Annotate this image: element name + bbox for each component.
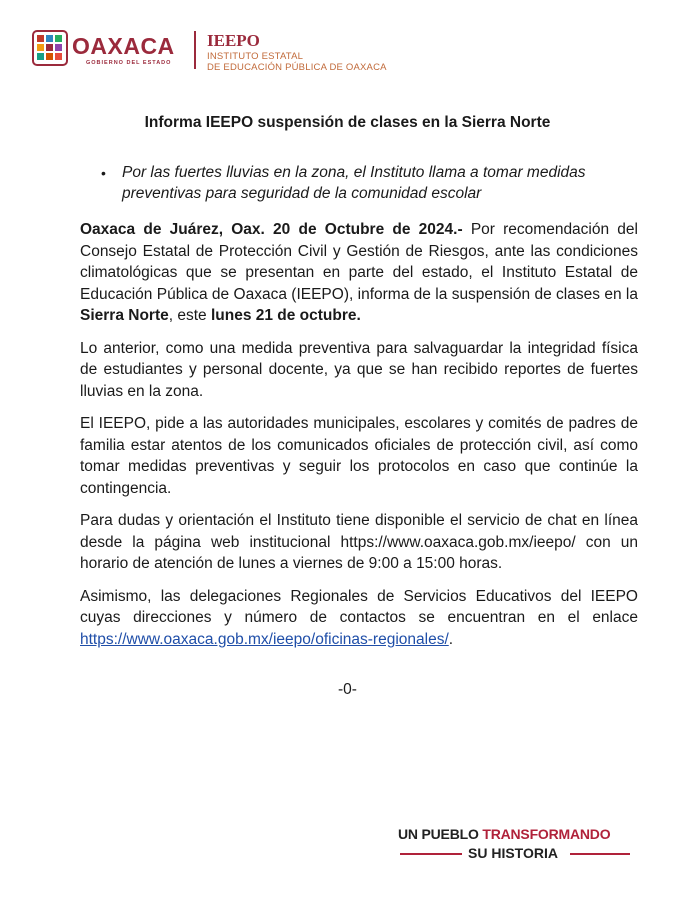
oaxaca-logo-word: OAXACA [72,33,175,59]
document-title: Informa IEEPO suspensión de clases en la Sierra Norte [144,114,551,131]
end-separator: -0- [338,681,357,698]
paragraph-2: Lo anterior, como una medida preventiva para salvaguardar la integridad física de estudiantes y personal docente, ya que se han recibido reportes de fuertes lluvias en la zona. [80,339,638,400]
region-name: Sierra Norte [80,307,169,324]
slogan-rule-left [400,853,462,855]
logo-divider [194,31,196,69]
oaxaca-logo-sub: GOBIERNO DEL ESTADO [86,60,172,66]
regional-offices-link[interactable]: https://www.oaxaca.gob.mx/ieepo/oficinas-regionales/ [80,630,449,648]
ieepo-logo-word: IEEPO [207,31,260,50]
paragraph-1-text-b: , este [168,307,211,324]
document-body [80,219,638,661]
slogan-part2: TRANSFORMANDO [482,826,611,842]
paragraph-5-text-b: . [448,630,454,648]
slogan [398,826,638,866]
slogan-line2: SU HISTORIA [468,845,558,861]
paragraph-1 [80,219,638,327]
dateline: Oaxaca de Juárez, Oax. 20 de Octubre de 2024.- [80,221,463,238]
slogan-rule-right [570,853,630,855]
paragraph-5 [80,586,638,651]
oaxaca-emblem-icon [32,30,68,66]
bullet-dot-icon: • [101,165,106,181]
ieepo-logo-line1: INSTITUTO ESTATAL [207,51,304,62]
slogan-line1 [398,826,610,842]
suspension-date: lunes 21 de octubre. [210,307,361,324]
letterhead [32,26,432,76]
paragraph-5-text-a: Asimismo, las delegaciones Regionales de Servicios Educativos del IEEPO cuyas direcciones y número de contactos se encuentran en el enlace [80,587,638,626]
slogan-part1: UN PUEBLO [398,826,483,842]
ieepo-logo-line2: DE EDUCACIÓN PÚBLICA DE OAXACA [207,62,387,73]
summary-bullet: Por las fuertes lluvias en la zona, el Instituto llama a tomar medidas preventivas para seguridad de la comunidad escolar [122,164,586,202]
paragraph-3: El IEEPO, pide a las autoridades municipales, escolares y comités de padres de familia estar atentos de los comunicados oficiales de protección civil, así como tomar medidas preventivas y seguir los protocolos en caso que continúe la contingencia. [80,415,638,497]
paragraph-4: Para dudas y orientación el Instituto tiene disponible el servicio de chat en línea desde la página web institucional https://www.oaxaca.gob.mx/ieepo/ con un horario de atención de lunes a viernes de 9:00 a 15:00 horas. [80,512,638,572]
paragraph-1-text-a: Por recomendación del Consejo Estatal de Protección Civil y Gestión de Riesgos, ante las condiciones climatológicas que se presentan en parte del estado, el Instituto Estatal de Educación Pública de Oaxaca (IEEPO), informa de la suspensión de clases en la [80,221,638,303]
